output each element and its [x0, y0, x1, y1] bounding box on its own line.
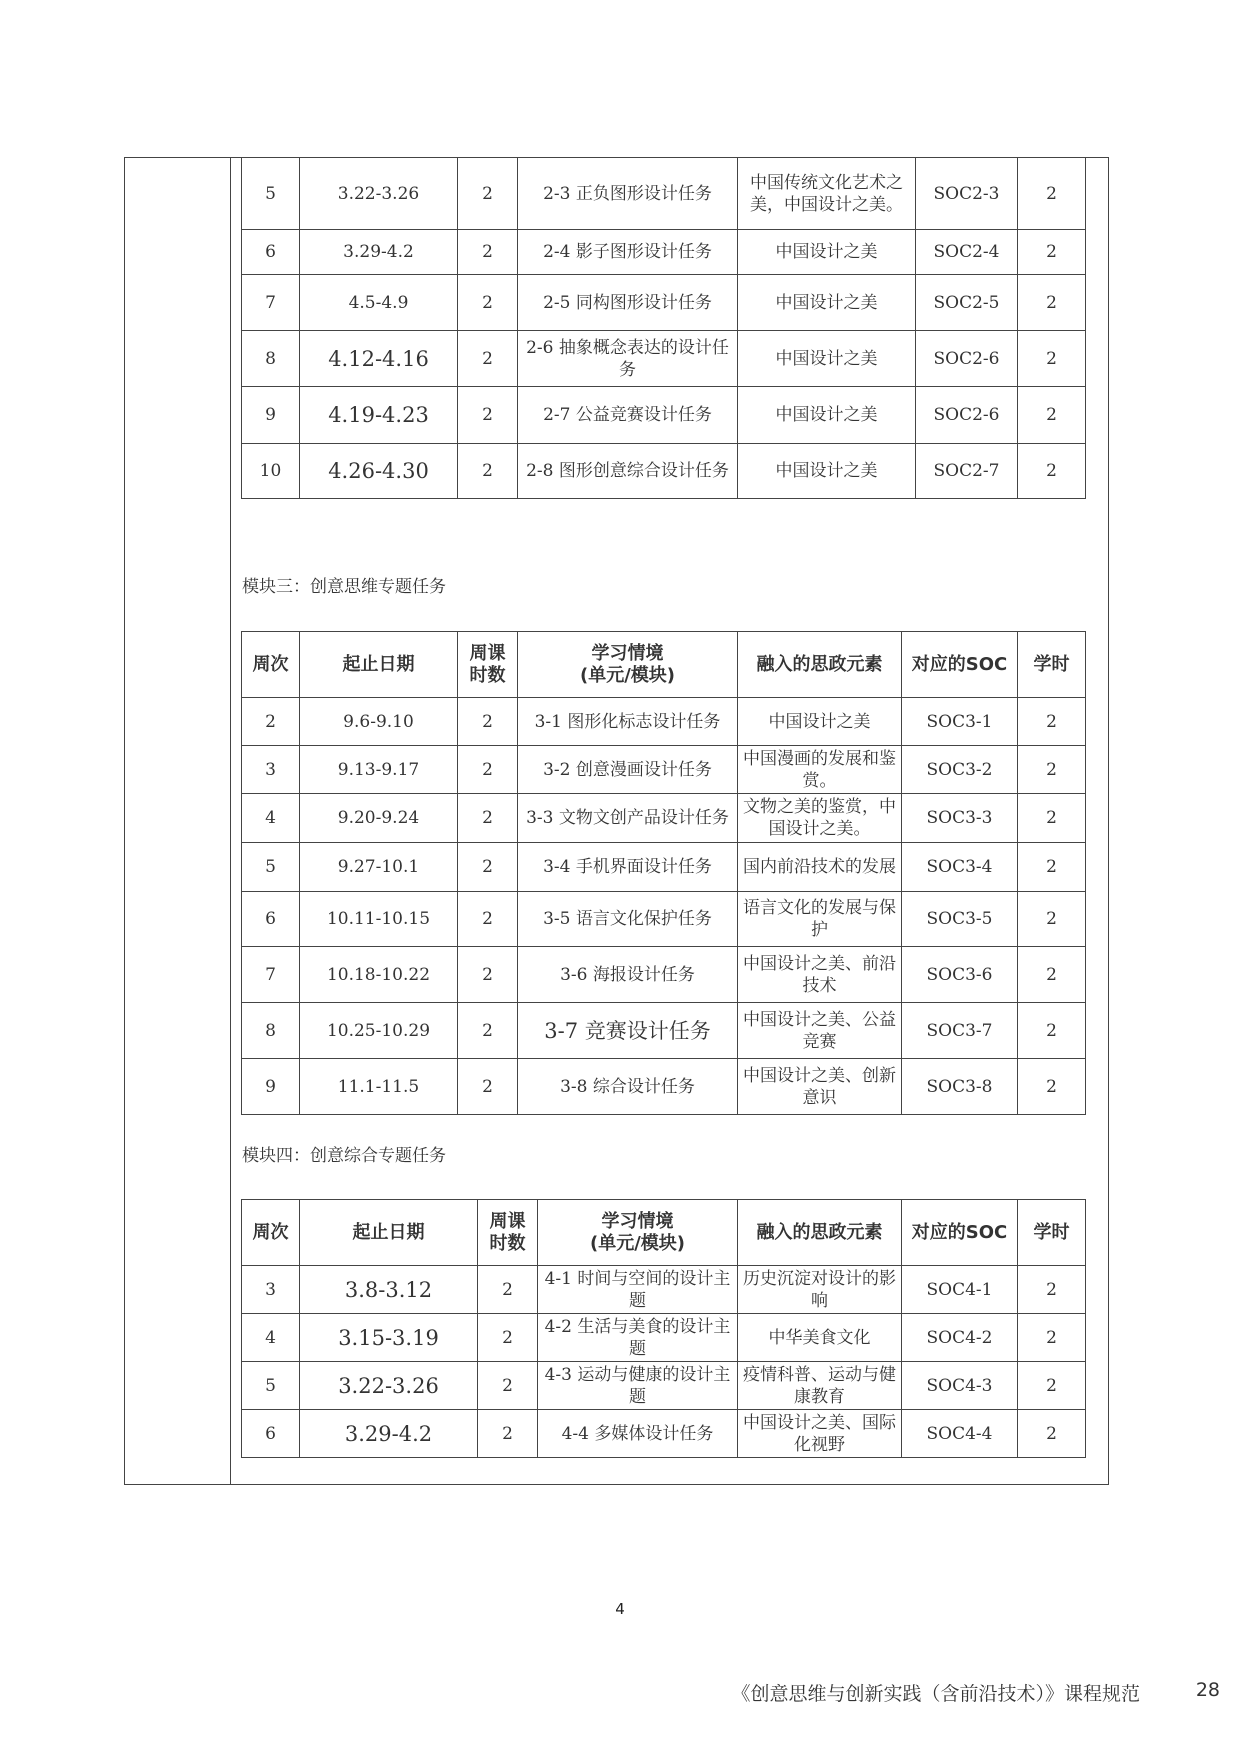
header-hours: 周课时数	[458, 632, 518, 698]
header-task-line1: 学习情境	[591, 642, 664, 664]
credit-cell: 2	[1018, 230, 1086, 275]
credit-cell: 2	[1018, 387, 1086, 444]
ideology-cell: 中国设计之美	[738, 387, 916, 444]
week-cell: 4	[242, 794, 300, 843]
table-row	[242, 1059, 1086, 1115]
ideology-cell: 中国设计之美、前沿技术	[738, 947, 902, 1003]
credit-cell: 2	[1018, 1314, 1086, 1362]
credit-cell: 2	[1018, 892, 1086, 947]
week-cell: 7	[242, 275, 300, 331]
ideology-cell: 中国设计之美	[738, 331, 916, 387]
header-hours: 周课时数	[478, 1200, 538, 1266]
dates-cell: 11.1-11.5	[300, 1059, 458, 1115]
soc-cell: SOC3-4	[902, 843, 1018, 892]
ideology-cell: 中国设计之美	[738, 444, 916, 499]
task-cell: 3-4 手机界面设计任务	[518, 843, 738, 892]
hours-cell: 2	[458, 1059, 518, 1115]
ideology-cell: 中国设计之美	[738, 698, 902, 746]
week-cell: 5	[242, 1362, 300, 1410]
table-row	[242, 331, 1086, 387]
module4-title: 模块四：创意综合专题任务	[242, 1146, 446, 1166]
task-cell: 3-1 图形化标志设计任务	[518, 698, 738, 746]
header-credit: 学时	[1018, 1200, 1086, 1266]
week-cell: 2	[242, 698, 300, 746]
soc-cell: SOC4-4	[902, 1410, 1018, 1458]
ideology-cell: 中国设计之美、创新意识	[738, 1059, 902, 1115]
ideology-cell: 中国漫画的发展和鉴赏。	[738, 746, 902, 794]
table-row	[242, 230, 1086, 275]
soc-cell: SOC4-2	[902, 1314, 1018, 1362]
ideology-cell: 中华美食文化	[738, 1314, 902, 1362]
hours-cell: 2	[478, 1410, 538, 1458]
dates-cell: 9.27-10.1	[300, 843, 458, 892]
dates-cell: 9.6-9.10	[300, 698, 458, 746]
ideology-cell: 国内前沿技术的发展	[738, 843, 902, 892]
dates-cell: 3.29-4.2	[300, 1410, 478, 1458]
page-number: 4	[615, 1600, 625, 1618]
hours-cell: 2	[458, 698, 518, 746]
hours-cell: 2	[478, 1266, 538, 1314]
soc-cell: SOC3-5	[902, 892, 1018, 947]
week-cell: 8	[242, 1003, 300, 1059]
task-cell: 2-3 正负图形设计任务	[518, 158, 738, 230]
hours-cell: 2	[458, 746, 518, 794]
ideology-cell: 中国设计之美、国际化视野	[738, 1410, 902, 1458]
credit-cell: 2	[1018, 1410, 1086, 1458]
ideology-cell: 文物之美的鉴赏，中国设计之美。	[738, 794, 902, 843]
ideology-cell: 中国传统文化艺术之美，中国设计之美。	[738, 158, 916, 230]
dates-cell: 3.8-3.12	[300, 1266, 478, 1314]
credit-cell: 2	[1018, 794, 1086, 843]
task-cell: 2-4 影子图形设计任务	[518, 230, 738, 275]
task-cell: 3-5 语言文化保护任务	[518, 892, 738, 947]
week-cell: 9	[242, 1059, 300, 1115]
header-task-line1: 学习情境	[601, 1210, 674, 1232]
table-row	[242, 794, 1086, 843]
table-row	[242, 1362, 1086, 1410]
hours-cell: 2	[458, 387, 518, 444]
credit-cell: 2	[1018, 746, 1086, 794]
header-soc: 对应的SOC	[902, 632, 1018, 698]
table-row	[242, 387, 1086, 444]
hours-cell: 2	[458, 444, 518, 499]
header-ideology: 融入的思政元素	[738, 1200, 902, 1266]
task-cell: 4-2 生活与美食的设计主题	[538, 1314, 738, 1362]
table-row	[242, 947, 1086, 1003]
soc-cell: SOC3-1	[902, 698, 1018, 746]
ideology-cell: 中国设计之美	[738, 230, 916, 275]
week-cell: 6	[242, 1410, 300, 1458]
dates-cell: 10.25-10.29	[300, 1003, 458, 1059]
soc-cell: SOC3-8	[902, 1059, 1018, 1115]
module3-title: 模块三：创意思维专题任务	[242, 577, 446, 597]
week-cell: 3	[242, 1266, 300, 1314]
soc-cell: SOC2-4	[916, 230, 1018, 275]
dates-cell: 4.12-4.16	[300, 331, 458, 387]
credit-cell: 2	[1018, 158, 1086, 230]
hours-cell: 2	[458, 230, 518, 275]
task-cell: 4-3 运动与健康的设计主题	[538, 1362, 738, 1410]
footer-title: 《创意思维与创新实践（含前沿技术）》课程规范	[731, 1683, 1140, 1705]
dates-cell: 3.22-3.26	[300, 1362, 478, 1410]
credit-cell: 2	[1018, 444, 1086, 499]
table-row	[242, 1266, 1086, 1314]
header-credit: 学时	[1018, 632, 1086, 698]
header-row	[242, 632, 1086, 698]
soc-cell: SOC3-3	[902, 794, 1018, 843]
task-cell: 4-4 多媒体设计任务	[538, 1410, 738, 1458]
header-week: 周次	[242, 1200, 300, 1266]
task-cell: 3-6 海报设计任务	[518, 947, 738, 1003]
credit-cell: 2	[1018, 1059, 1086, 1115]
soc-cell: SOC2-5	[916, 275, 1018, 331]
dates-cell: 4.5-4.9	[300, 275, 458, 331]
soc-cell: SOC2-7	[916, 444, 1018, 499]
hours-cell: 2	[458, 275, 518, 331]
hours-cell: 2	[458, 947, 518, 1003]
footer-page-number: 28	[1195, 1679, 1220, 1701]
dates-cell: 9.13-9.17	[300, 746, 458, 794]
task-cell: 3-2 创意漫画设计任务	[518, 746, 738, 794]
task-cell: 2-8 图形创意综合设计任务	[518, 444, 738, 499]
dates-cell: 4.19-4.23	[300, 387, 458, 444]
module2-body	[242, 158, 1086, 499]
soc-cell: SOC2-6	[916, 331, 1018, 387]
table-row	[242, 444, 1086, 499]
header-task	[538, 1200, 738, 1266]
dates-cell: 4.26-4.30	[300, 444, 458, 499]
header-task-line2: (单元/模块)	[579, 664, 676, 686]
hours-cell: 2	[458, 892, 518, 947]
table-row	[242, 698, 1086, 746]
ideology-cell: 中国设计之美、公益竞赛	[738, 1003, 902, 1059]
week-cell: 5	[242, 158, 300, 230]
credit-cell: 2	[1018, 843, 1086, 892]
header-row	[242, 1200, 1086, 1266]
header-task	[518, 632, 738, 698]
hours-cell: 2	[458, 158, 518, 230]
credit-cell: 2	[1018, 947, 1086, 1003]
header-dates: 起止日期	[300, 1200, 478, 1266]
task-cell: 2-7 公益竞赛设计任务	[518, 387, 738, 444]
module4-table	[241, 1199, 1086, 1458]
soc-cell: SOC2-3	[916, 158, 1018, 230]
week-cell: 3	[242, 746, 300, 794]
ideology-cell: 疫情科普、运动与健康教育	[738, 1362, 902, 1410]
week-cell: 8	[242, 331, 300, 387]
credit-cell: 2	[1018, 1362, 1086, 1410]
dates-cell: 9.20-9.24	[300, 794, 458, 843]
credit-cell: 2	[1018, 331, 1086, 387]
table-row	[242, 158, 1086, 230]
dates-cell: 3.15-3.19	[300, 1314, 478, 1362]
task-cell: 2-5 同构图形设计任务	[518, 275, 738, 331]
week-cell: 9	[242, 387, 300, 444]
task-cell: 3-8 综合设计任务	[518, 1059, 738, 1115]
module3-table	[241, 631, 1086, 1115]
soc-cell: SOC3-7	[902, 1003, 1018, 1059]
soc-cell: SOC3-2	[902, 746, 1018, 794]
week-cell: 7	[242, 947, 300, 1003]
header-task-line2: (单元/模块)	[589, 1232, 686, 1254]
task-cell: 2-6 抽象概念表达的设计任务	[518, 331, 738, 387]
table-row	[242, 843, 1086, 892]
header-soc: 对应的SOC	[902, 1200, 1018, 1266]
table-row	[242, 746, 1086, 794]
ideology-cell: 语言文化的发展与保护	[738, 892, 902, 947]
hours-cell: 2	[458, 1003, 518, 1059]
credit-cell: 2	[1018, 275, 1086, 331]
hours-cell: 2	[458, 794, 518, 843]
dates-cell: 3.22-3.26	[300, 158, 458, 230]
header-dates: 起止日期	[300, 632, 458, 698]
task-cell: 3-7 竞赛设计任务	[518, 1003, 738, 1059]
soc-cell: SOC4-3	[902, 1362, 1018, 1410]
soc-cell: SOC4-1	[902, 1266, 1018, 1314]
hours-cell: 2	[478, 1314, 538, 1362]
module2-table	[241, 157, 1086, 499]
table-row	[242, 275, 1086, 331]
week-cell: 5	[242, 843, 300, 892]
table-row	[242, 1410, 1086, 1458]
week-cell: 4	[242, 1314, 300, 1362]
header-ideology: 融入的思政元素	[738, 632, 902, 698]
frame-divider	[230, 157, 231, 1485]
header-week: 周次	[242, 632, 300, 698]
task-cell: 4-1 时间与空间的设计主题	[538, 1266, 738, 1314]
dates-cell: 10.18-10.22	[300, 947, 458, 1003]
week-cell: 6	[242, 230, 300, 275]
hours-cell: 2	[458, 843, 518, 892]
dates-cell: 3.29-4.2	[300, 230, 458, 275]
hours-cell: 2	[478, 1362, 538, 1410]
table-row	[242, 1003, 1086, 1059]
table-row	[242, 892, 1086, 947]
hours-cell: 2	[458, 331, 518, 387]
table-row	[242, 1314, 1086, 1362]
credit-cell: 2	[1018, 698, 1086, 746]
week-cell: 10	[242, 444, 300, 499]
task-cell: 3-3 文物文创产品设计任务	[518, 794, 738, 843]
dates-cell: 10.11-10.15	[300, 892, 458, 947]
ideology-cell: 中国设计之美	[738, 275, 916, 331]
credit-cell: 2	[1018, 1266, 1086, 1314]
week-cell: 6	[242, 892, 300, 947]
soc-cell: SOC2-6	[916, 387, 1018, 444]
soc-cell: SOC3-6	[902, 947, 1018, 1003]
ideology-cell: 历史沉淀对设计的影响	[738, 1266, 902, 1314]
credit-cell: 2	[1018, 1003, 1086, 1059]
